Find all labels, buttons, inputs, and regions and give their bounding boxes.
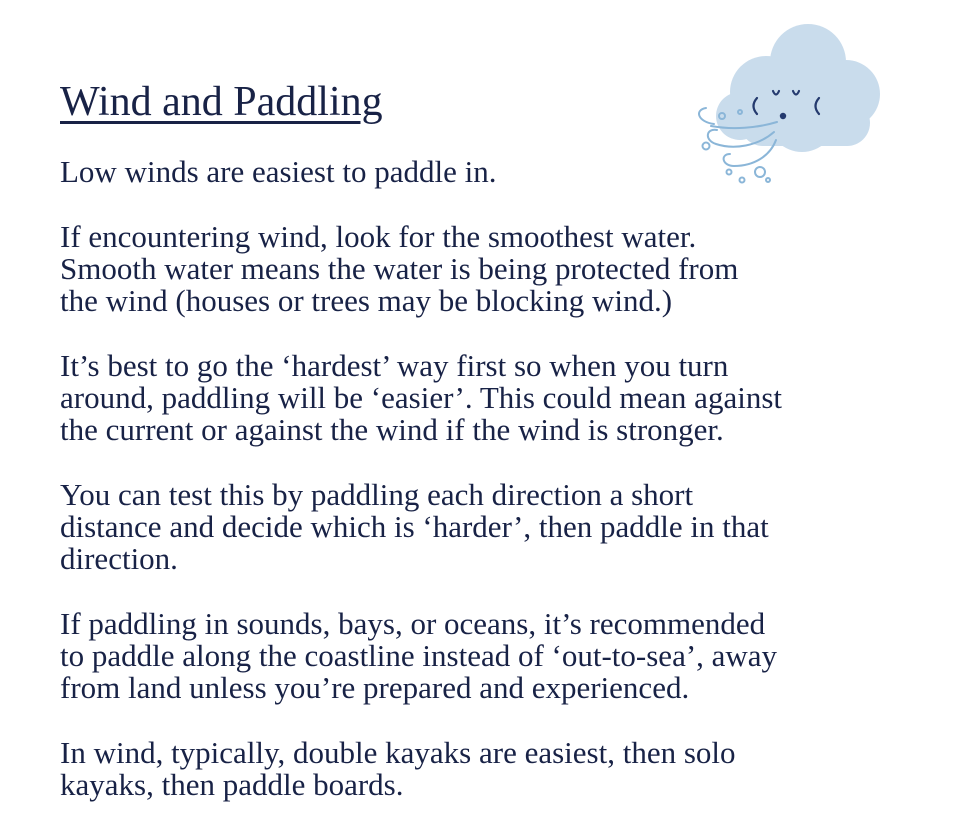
paragraph-1-line-1: Low winds are easiest to paddle in. [60, 154, 497, 189]
paragraph-6-line-1: In wind, typically, double kayaks are easiest, then solo [60, 735, 736, 770]
paragraph-2-line-1: If encountering wind, look for the smoothest water. [60, 219, 697, 254]
paragraph-4-line-3: direction. [60, 541, 178, 576]
paragraph-3-line-2: around, paddling will be ‘easier’. This could mean against [60, 380, 782, 415]
paragraph-2 [60, 221, 960, 317]
paragraph-5-line-3: from land unless you’re prepared and experienced. [60, 670, 690, 705]
paragraph-5-line-2: to paddle along the coastline instead of ‘out-to-sea’, away [60, 638, 778, 673]
paragraph-3 [60, 350, 960, 446]
paragraph-4 [60, 479, 960, 575]
paragraph-2-line-2: Smooth water means the water is being protected from [60, 251, 739, 286]
paragraph-4-line-2: distance and decide which is ‘harder’, then paddle in that [60, 509, 769, 544]
paragraph-2-line-3: the wind (houses or trees may be blocking wind.) [60, 283, 673, 318]
paragraph-6-line-2: kayaks, then paddle boards. [60, 767, 404, 802]
paragraph-3-line-1: It’s best to go the ‘hardest’ way first so when you turn [60, 348, 729, 383]
paragraph-1 [60, 156, 960, 188]
cloud-shape [716, 24, 880, 152]
paragraph-6 [60, 737, 960, 801]
article-body [60, 156, 960, 834]
paragraph-5 [60, 608, 960, 704]
paragraph-4-line-1: You can test this by paddling each direction a short [60, 477, 694, 512]
page-title: Wind and Paddling [60, 79, 383, 125]
paragraph-3-line-3: the current or against the wind if the wind is stronger. [60, 412, 724, 447]
paragraph-5-line-1: If paddling in sounds, bays, or oceans, it’s recommended [60, 606, 766, 641]
